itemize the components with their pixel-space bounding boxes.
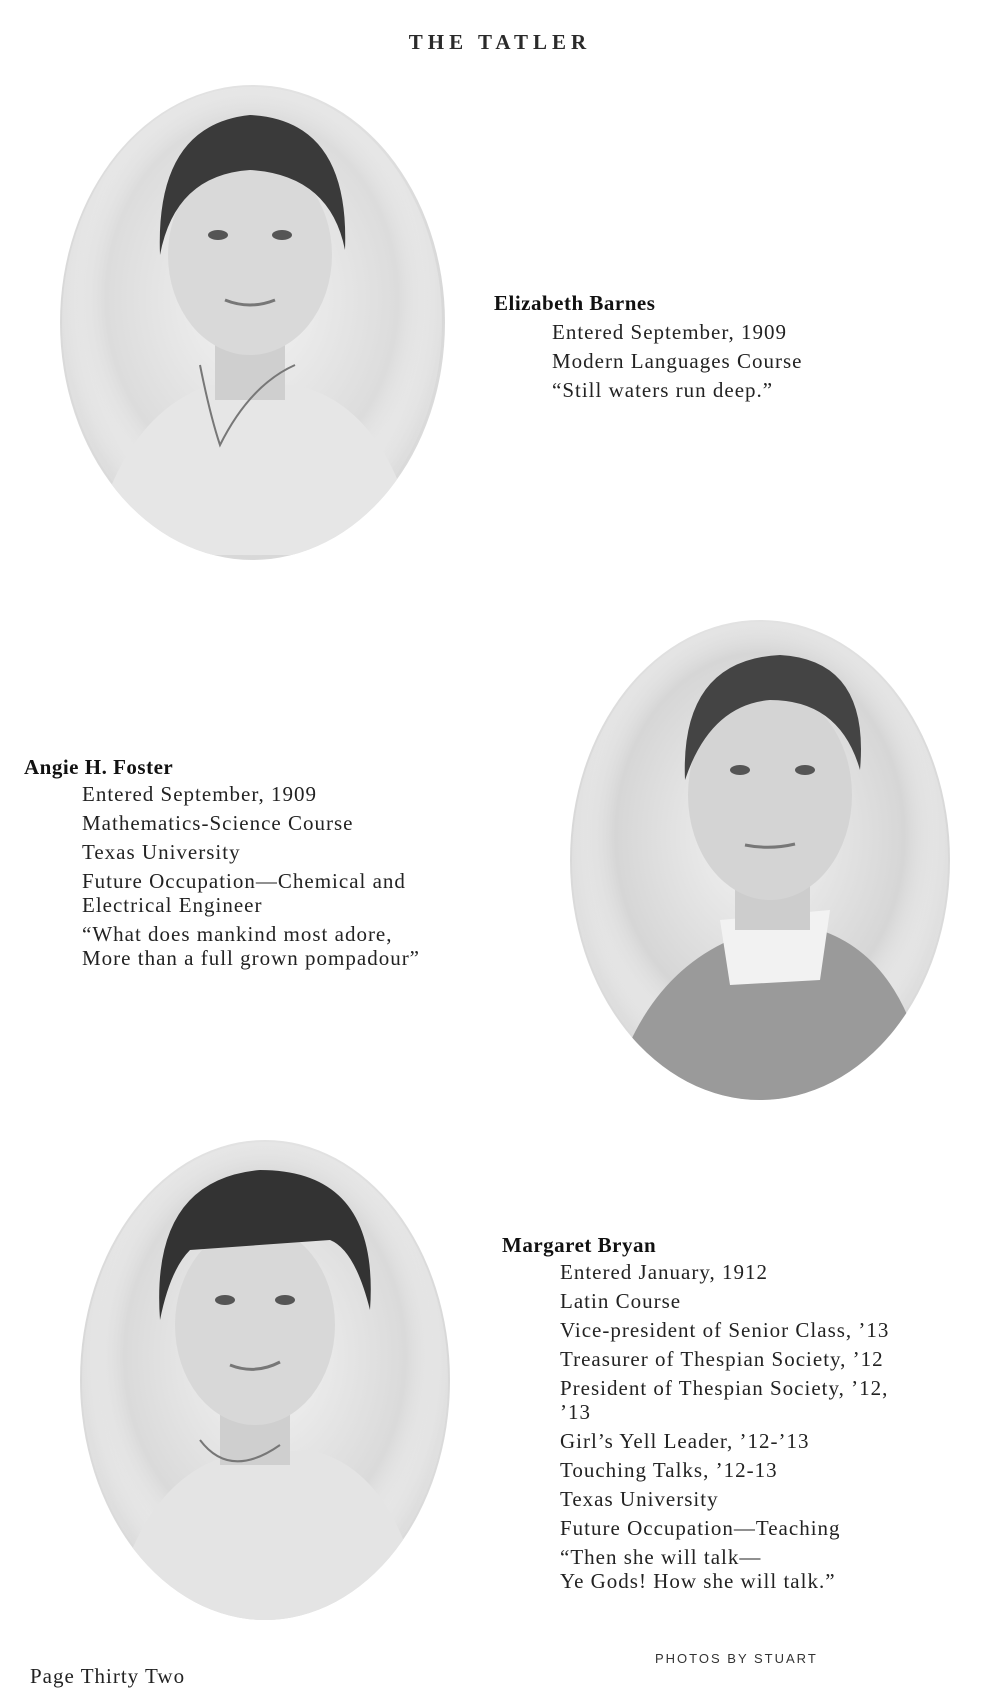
student-detail-line: Future Occupation—Chemical and Electrical Engineer bbox=[82, 869, 406, 917]
photo-credit: PHOTOS BY STUART bbox=[655, 1651, 818, 1666]
student-detail-line: Entered September, 1909 bbox=[82, 782, 318, 806]
student-detail-line: Vice-president of Senior Class, ’13 bbox=[560, 1318, 890, 1342]
student-details-list bbox=[82, 782, 524, 970]
student-detail-line: Future Occupation—Teaching bbox=[560, 1516, 841, 1540]
student-detail-line: Latin Course bbox=[560, 1289, 682, 1313]
student-detail-line: “Still waters run deep.” bbox=[552, 378, 774, 402]
student-details-list bbox=[560, 1260, 982, 1593]
student-name: Elizabeth Barnes bbox=[494, 291, 656, 315]
student-entry-margaret-bryan bbox=[502, 1230, 982, 1598]
student-details-list bbox=[552, 318, 802, 405]
student-detail-line: “Then she will talk— Ye Gods! How she will talk.” bbox=[560, 1545, 836, 1593]
student-detail-line: Girl’s Yell Leader, ’12-’13 bbox=[560, 1429, 810, 1453]
student-detail-line: Mathematics-Science Course bbox=[82, 811, 354, 835]
student-detail-line: “What does mankind most adore, More than a full grown pompadour” bbox=[82, 922, 421, 970]
student-detail-line: Texas University bbox=[82, 840, 241, 864]
portrait-photo-angie-foster bbox=[570, 620, 950, 1100]
student-name: Angie H. Foster bbox=[24, 755, 174, 779]
student-detail-line: Texas University bbox=[560, 1487, 719, 1511]
student-detail-line: Treasurer of Thespian Society, ’12 bbox=[560, 1347, 884, 1371]
student-detail-line: President of Thespian Society, ’12, ’13 bbox=[560, 1376, 889, 1424]
student-entry-angie-foster bbox=[24, 752, 524, 975]
student-detail-line: Entered January, 1912 bbox=[560, 1260, 768, 1284]
student-detail-line: Entered September, 1909 bbox=[552, 320, 788, 344]
portrait-photo-margaret-bryan bbox=[80, 1140, 450, 1620]
student-detail-line: Touching Talks, ’12-13 bbox=[560, 1458, 778, 1482]
student-entry-elizabeth-barnes bbox=[494, 288, 802, 405]
student-name: Margaret Bryan bbox=[502, 1233, 657, 1257]
page-header-title: THE TATLER bbox=[408, 30, 592, 54]
student-detail-line: Modern Languages Course bbox=[552, 349, 803, 373]
portrait-photo-elizabeth-barnes bbox=[60, 85, 445, 560]
page-number: Page Thirty Two bbox=[30, 1664, 186, 1688]
